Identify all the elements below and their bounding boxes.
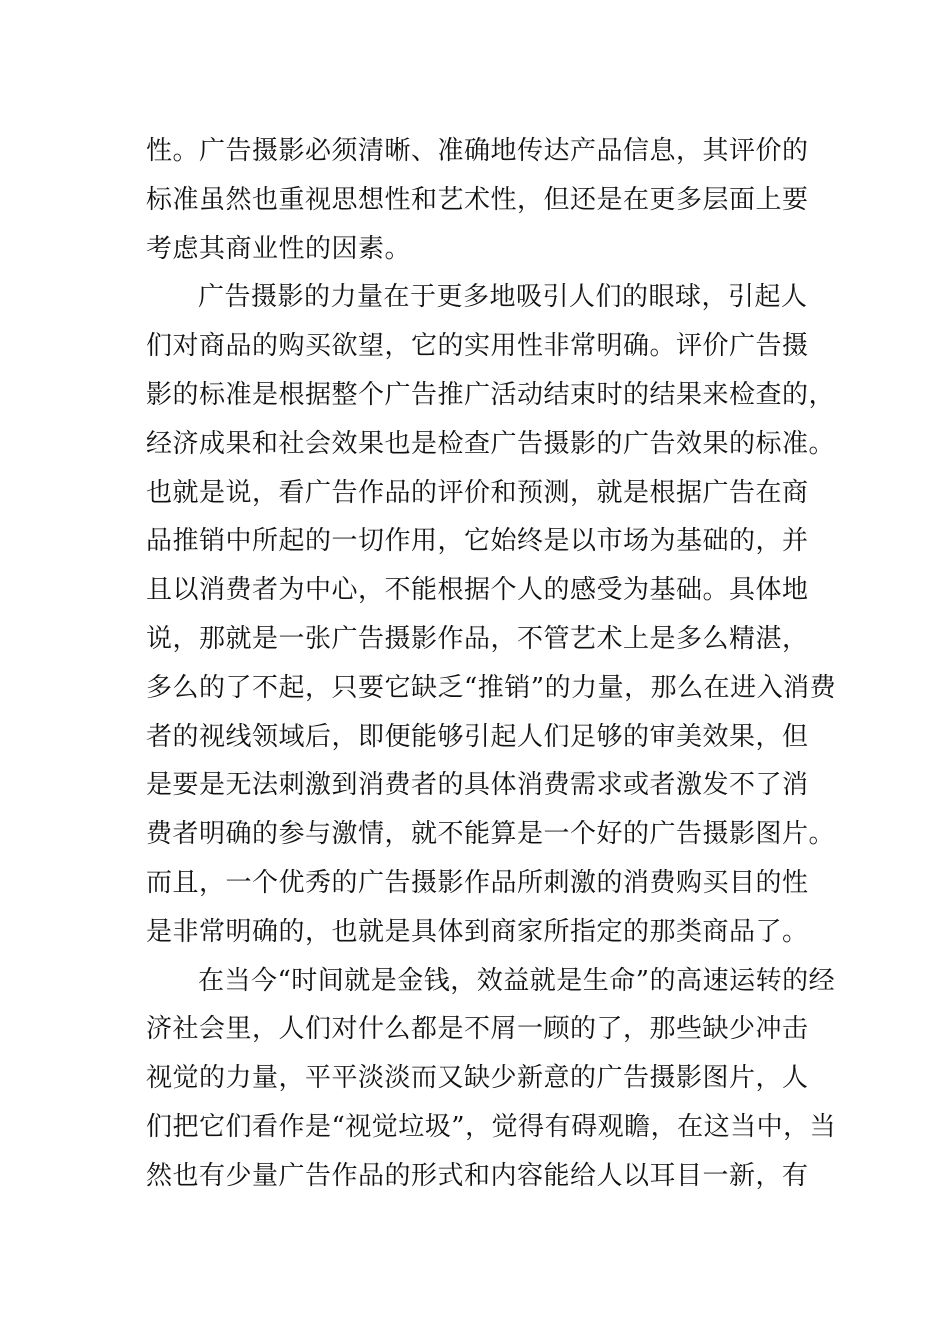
text-line: 考虑其商业性的因素。 (146, 233, 412, 264)
text-line: 也就是说，看广告作品的评价和预测，就是根据广告在商 (146, 477, 809, 508)
text-line: 费者明确的参与激情，就不能算是一个好的广告摄影图片。 (146, 819, 836, 850)
paragraph-start-line: 在当今“时间就是金钱，效益就是生命”的高速运转的经 (198, 965, 836, 996)
text-line: 且以消费者为中心，不能根据个人的感受为基础。具体地 (146, 575, 809, 606)
text-line: 而且，一个优秀的广告摄影作品所刺激的消费购买目的性 (146, 867, 809, 898)
paragraph-start-line: 广告摄影的力量在于更多地吸引人们的眼球，引起人 (198, 282, 808, 313)
text-line: 标准虽然也重视思想性和艺术性，但还是在更多层面上要 (146, 184, 809, 215)
text-line: 品推销中所起的一切作用，它始终是以市场为基础的，并 (146, 526, 809, 557)
text-line: 影的标准是根据整个广告推广活动结束时的结果来检查的， (146, 379, 836, 410)
text-line: 者的视线领域后，即便能够引起人们足够的审美效果，但 (146, 721, 809, 752)
text-line: 性。广告摄影必须清晰、准确地传达产品信息，其评价的 (146, 136, 809, 166)
text-line: 然也有少量广告作品的形式和内容能给人以耳目一新，有 (146, 1160, 809, 1191)
text-line: 济社会里，人们对什么都是不屑一顾的了，那些缺少冲击 (146, 1014, 809, 1045)
text-line: 们对商品的购买欲望，它的实用性非常明确。评价广告摄 (146, 331, 809, 362)
text-line: 多么的了不起，只要它缺乏“推销”的力量，那么在进入消费 (146, 672, 837, 703)
text-line: 经济成果和社会效果也是检查广告摄影的广告效果的标准。 (146, 428, 836, 459)
text-line: 是要是无法刺激到消费者的具体消费需求或者激发不了消 (146, 770, 809, 801)
text-line: 说，那就是一张广告摄影作品，不管艺术上是多么精湛， (146, 623, 809, 654)
body-text (146, 127, 837, 1201)
text-line: 视觉的力量，平平淡淡而又缺少新意的广告摄影图片，人 (146, 1063, 809, 1094)
text-line: 们把它们看作是“视觉垃圾”，觉得有碍观瞻，在这当中，当 (146, 1111, 837, 1142)
text-line: 是非常明确的，也就是具体到商家所指定的那类商品了。 (146, 916, 809, 947)
